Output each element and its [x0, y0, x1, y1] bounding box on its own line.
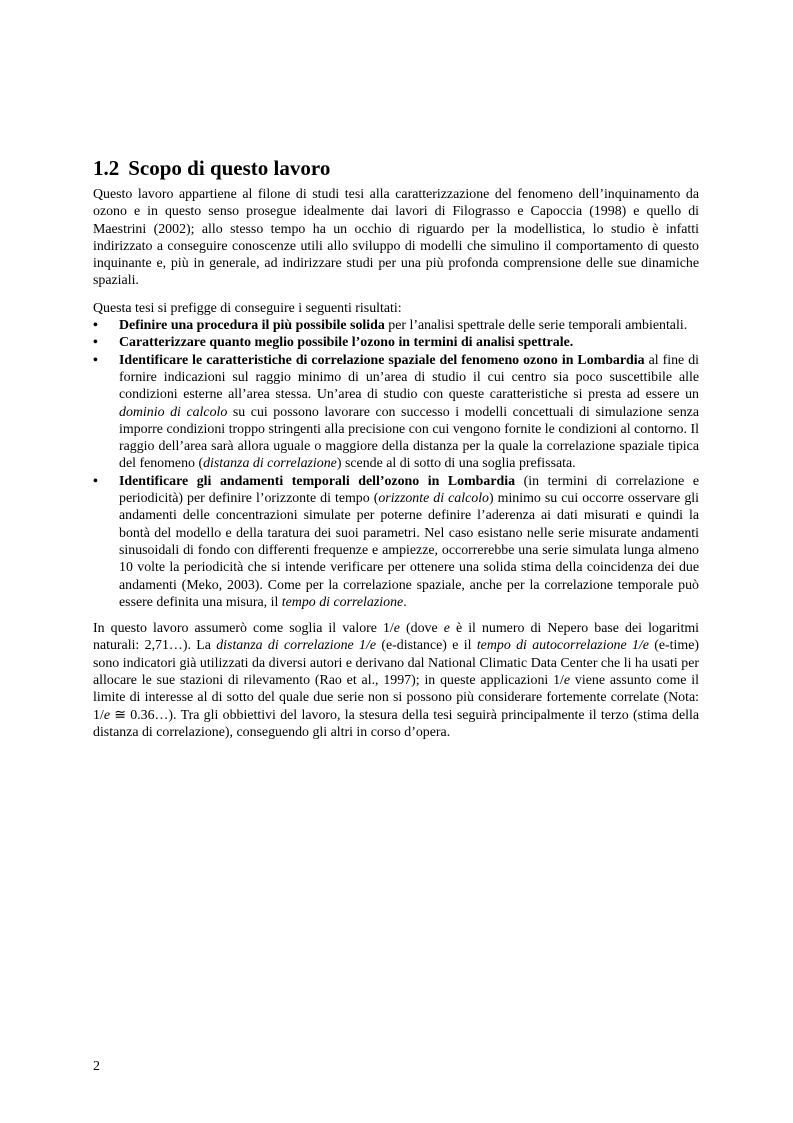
results-list	[93, 317, 699, 611]
list-item	[93, 334, 699, 351]
list-item-italic: distanza di correlazione	[203, 456, 337, 472]
list-item	[93, 317, 699, 334]
list-item	[93, 473, 699, 611]
bullet: •	[93, 318, 98, 334]
list-item-bold: Caratterizzare quanto meglio possibile l’ozono in termini di analisi spettrale.	[119, 335, 574, 351]
list-item-bold: Definire una procedura il più possibile solida	[119, 318, 385, 334]
bullet: •	[93, 473, 98, 489]
list-item-text: ) scende al di sotto di una soglia prefissata.	[336, 456, 576, 472]
section-title: Scopo di questo lavoro	[128, 156, 331, 180]
page-number: 2	[93, 1059, 100, 1074]
list-item-italic: orizzonte di calcolo	[378, 491, 489, 507]
list-item	[93, 352, 699, 473]
bullet: •	[93, 352, 98, 368]
body-text	[93, 186, 699, 741]
results-intro: Questa tesi si prefigge di conseguire i seguenti risultati:	[93, 300, 402, 316]
threshold-paragraph: In questo lavoro assumerò come soglia il valore 1/e (dove e è il numero di Nepero base dei logaritmi naturali: 2,71…). La distanza di correlazione 1/e (e-distance) e il tempo di autocorrelazione 1/e (e-time) sono indicatori già utilizzati da diversi autori e derivano dal National Climatic Data Center che li ha usati per allocare le sue stazioni di rilevamento (Rao et al., 1997); in queste applicazioni 1/e viene assunto come il limite di interesse al di sotto del quale due serie non si possono più considerare fortemente correlate (Nota: 1/e ≅ 0.36…). Tra gli obbiettivi del lavoro, la stesura della tesi seguirà principalmente il terzo (stima della distanza di correlazione), conseguendo gli altri in corso d’opera.	[93, 621, 700, 740]
bullet: •	[93, 335, 98, 351]
list-item-bold: Identificare le caratteristiche di correlazione spaziale del fenomeno ozono in Lombardia	[119, 352, 645, 368]
section-heading	[93, 154, 330, 182]
list-item-bold: Identificare gli andamenti temporali dell’ozono in Lombardia	[119, 473, 516, 489]
list-item-text: su cui possono lavorare con successo i modelli concettuali di simulazione senza imporre condizioni troppo stringenti alla precisione con cui vengono fornite le condizioni al contorno. Il raggio dell’area sarà allora uguale o maggiore della distanza per la quale la correlazione spaziale tipica del fenomeno (	[119, 404, 699, 472]
list-item-text: per l’analisi spettrale delle serie temporali ambientali.	[384, 318, 688, 334]
list-item-text: .	[403, 594, 407, 610]
intro-paragraph: Questo lavoro appartiene al filone di studi tesi alla caratterizzazione del fenomeno dell’inquinamento da ozono e in questo senso prosegue idealmente dai lavori di Filograsso e Capoccia (1998) e quello di Maestrini (2002); allo stesso tempo ha un occhio di riguardo per la modellistica, lo studio è infatti indirizzato a conseguire conoscenze utili allo sviluppo di modelli che simulino il comportamento di questo inquinante e, più in generale, ad indirizzare studi per una più profonda comprensione delle sue dinamiche spaziali.	[93, 187, 699, 289]
list-item-text: (in termini di correlazione e periodicità) per definire l’orizzonte di tempo (	[119, 473, 699, 507]
list-item-italic: tempo di correlazione	[281, 594, 404, 610]
section-number: 1.2	[93, 156, 120, 180]
list-item-text: al fine di fornire indicazioni sul raggio minimo di un’area di studio il cui centro sia poco suscettibile alle condizioni esterne all’area stessa. Un’area di studio con queste caratteristiche si presta ad essere un	[119, 352, 700, 403]
list-item-text: ) minimo su cui occorre osservare gli andamenti delle concentrazioni simulate per poterne definire l’aderenza ai dati misurati e quindi la bontà del modello e della taratura dei suoi parametri. Nel caso esistano nelle serie misurate andamenti sinusoidali di fondo con differenti frequenze e ampiezze, occorrerebbe una serie simulata lunga almeno 10 volte la periodicità che si intende verificare per ottenere una solida stima della coincidenza dei due andamenti (Meko, 2003). Come per la correlazione spaziale, anche per la correlazione temporale può essere definita una misura, il	[119, 491, 699, 610]
list-item-italic: dominio di calcolo	[119, 404, 228, 420]
